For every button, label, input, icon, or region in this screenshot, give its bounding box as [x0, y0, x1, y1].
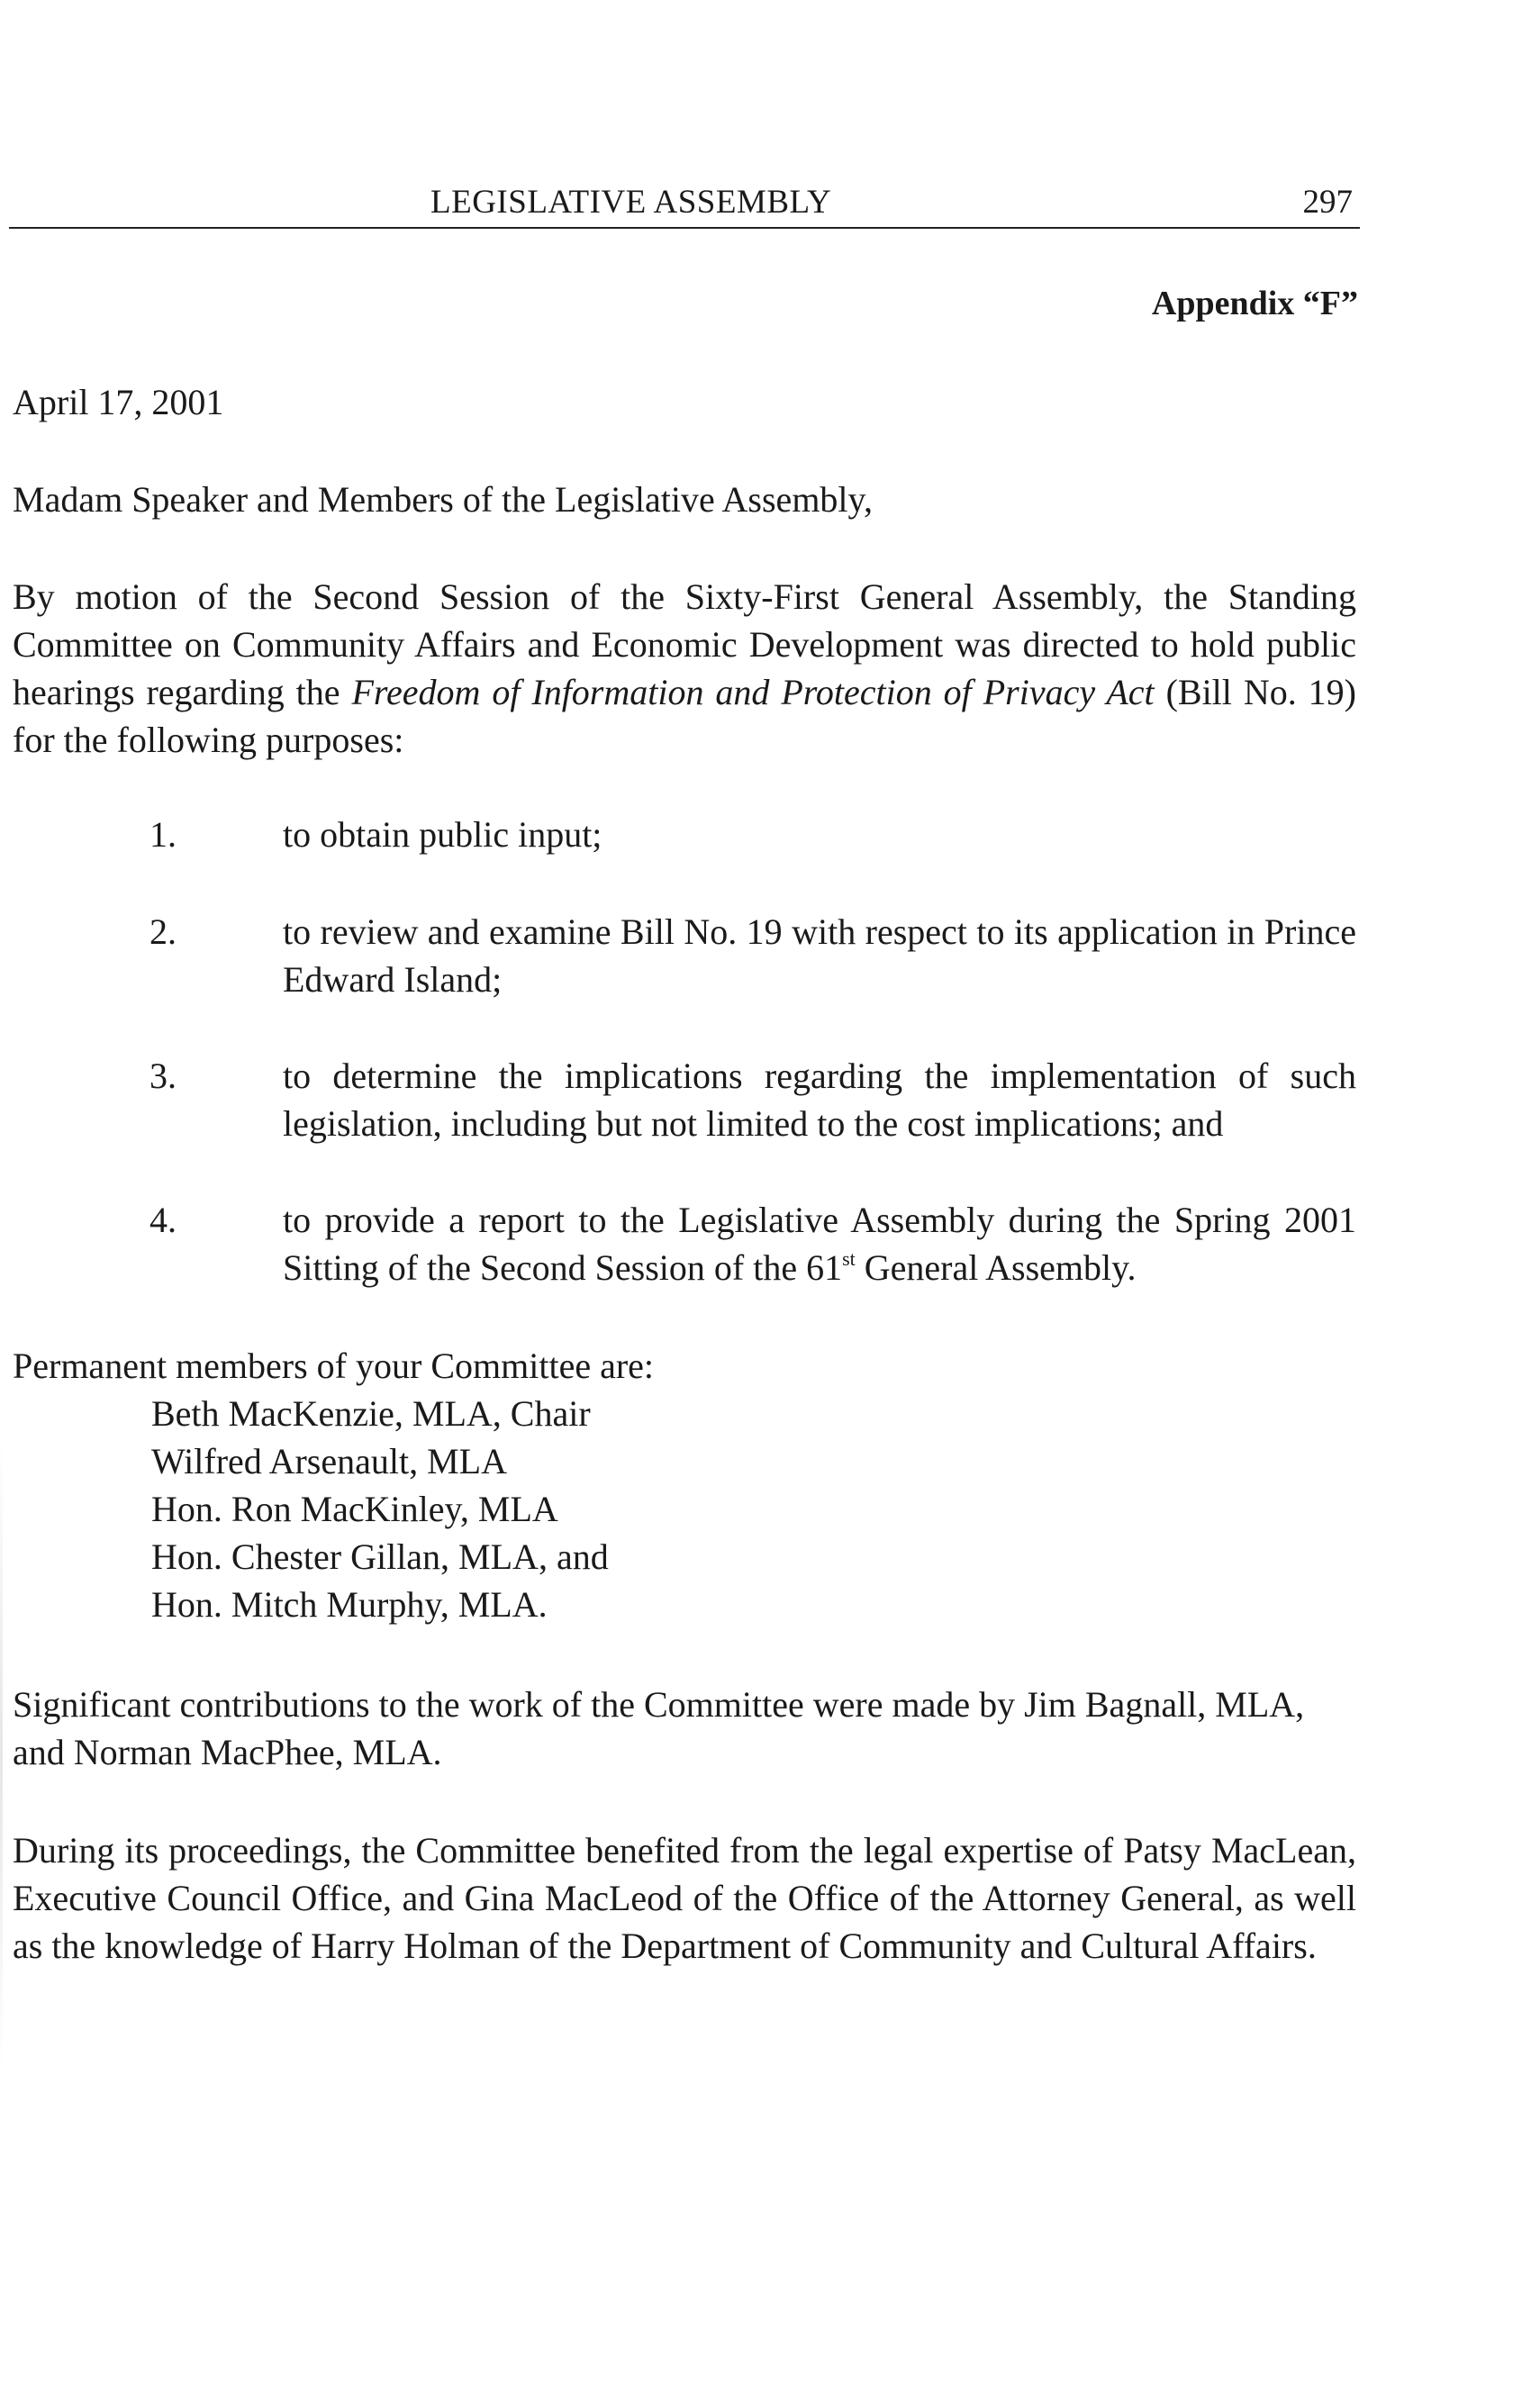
purpose-number: 2.	[149, 911, 177, 952]
appendix-label: Appendix “F”	[1151, 285, 1358, 322]
contributions-paragraph: Significant contributions to the work of the Committee were made by Jim Bagnall, MLA, and Norman MacPhee, MLA.	[13, 1684, 1305, 1772]
purpose-number: 4.	[149, 1200, 177, 1240]
member-name: Wilfred Arsenault, MLA	[151, 1441, 507, 1481]
purpose-text: to review and examine Bill No. 19 with respect to its application in Prince Edward Island;	[283, 911, 1356, 1000]
intro-text-after-title: (Bill No. 19) for the following purposes:	[13, 672, 1356, 760]
salutation: Madam Speaker and Members of the Legislative Assembly,	[13, 479, 873, 520]
scan-edge-shadow	[0, 1441, 3, 2071]
member-name: Hon. Mitch Murphy, MLA.	[151, 1584, 548, 1625]
member-name: Hon. Chester Gillan, MLA, and	[151, 1536, 609, 1577]
purpose-text	[283, 1196, 1356, 1291]
intro-paragraph	[13, 573, 1356, 764]
purpose-text-after-ordinal: General Assembly.	[855, 1247, 1137, 1288]
member-name: Hon. Ron MacKinley, MLA	[151, 1489, 558, 1529]
purpose-number: 1.	[149, 814, 177, 855]
purpose-number: 3.	[149, 1056, 177, 1096]
member-name: Beth MacKenzie, MLA, Chair	[151, 1393, 591, 1434]
purpose-text: to obtain public input;	[283, 814, 602, 855]
proceedings-paragraph: During its proceedings, the Committee benefited from the legal expertise of Patsy MacLean, Executive Council Office, and Gina MacLeod of the Office of the Attorney General, as well as the knowledge of Harry Holman of the Department of Community and Cultural Affairs.	[13, 1830, 1356, 1966]
page-number: 297	[1302, 184, 1353, 221]
act-title: Freedom of Information and Protection of Privacy Act	[351, 672, 1155, 712]
members-list	[151, 1390, 609, 1628]
purpose-text-before-ordinal: to provide a report to the Legislative Assembly during the Spring 2001 Sitting of the Second Session of the 61	[283, 1200, 1356, 1288]
purpose-text: to determine the implications regarding the implementation of such legislation, including but not limited to the cost implications; and	[283, 1056, 1356, 1144]
ordinal-suffix: st	[842, 1246, 856, 1270]
letter-date: April 17, 2001	[13, 382, 224, 422]
running-header	[9, 178, 1360, 229]
intro-text-before-title: By motion of the Second Session of the Sixty-First General Assembly, the Standing Committee on Community Affairs and Economic Development was directed to hold public hearings regarding the	[13, 576, 1356, 712]
members-intro: Permanent members of your Committee are:	[13, 1346, 655, 1386]
header-title: LEGISLATIVE ASSEMBLY	[430, 184, 832, 221]
